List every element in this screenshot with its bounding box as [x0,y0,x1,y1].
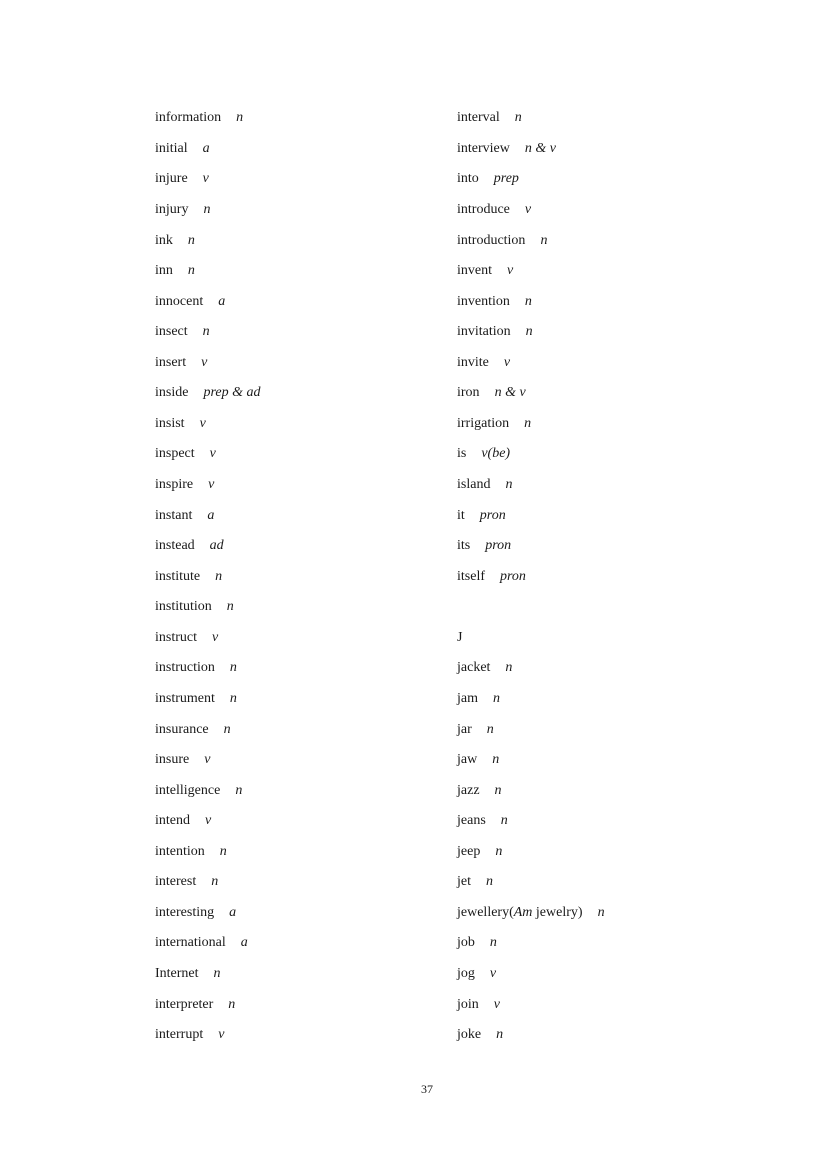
word-text: inside [155,385,189,401]
word-text: interpreter [155,996,214,1012]
word-text: jacket [457,660,491,676]
pos-label: v [507,263,514,279]
word-entry-row [457,653,605,684]
word-text: inn [155,263,173,279]
word-text: interview [457,140,510,156]
pos-label: v(be) [481,446,511,462]
word-entry-row [155,837,261,868]
word-text: insert [155,354,187,370]
word-entry-row [457,348,605,379]
pos-label: n [505,660,513,676]
word-entry-row [155,745,261,776]
pos-label: v [205,813,212,829]
word-text: is [457,446,467,462]
word-entry-row [155,898,261,929]
pos-label: n [203,201,211,217]
pos-label: v [201,354,208,370]
word-list-column-left [155,103,261,1050]
pos-label: n [540,232,548,248]
word-text: jazz [457,782,480,798]
word-text: irrigation [457,415,510,431]
pos-label: n [215,568,223,584]
word-text: instant [155,507,193,523]
pos-label: n [202,324,210,340]
word-text: injure [155,171,188,187]
word-entry-row [155,684,261,715]
word-text: ink [155,232,173,248]
pos-label: v [218,1027,225,1043]
word-entry-row [155,775,261,806]
word-list-column-right [457,103,605,1050]
pos-label: v [524,201,532,217]
word-entry-row [457,745,605,776]
word-text: intelligence [155,782,221,798]
word-text: jeep [457,843,481,859]
pos-label: n [229,690,237,706]
word-text: iron [457,385,480,401]
pos-label: n [213,966,221,982]
pos-label: a [229,904,237,920]
word-text: injury [155,201,189,217]
pos-label: a [218,293,226,309]
word-entry-row [155,103,261,134]
pos-label: n [219,843,227,859]
word-text: jeans [457,813,486,829]
pos-label: n [495,843,503,859]
word-entry-row [155,348,261,379]
pos-label: prep & ad [203,385,261,401]
word-text: instead [155,538,195,554]
word-text-segment: jewellery( [457,904,514,920]
word-entry-row [457,837,605,868]
word-entry-row [155,561,261,592]
word-entry-row [457,286,605,317]
word-entry-row [155,164,261,195]
word-entry-row [155,531,261,562]
word-entry-row [457,714,605,745]
pos-label: n [235,782,243,798]
pos-label: v [489,966,497,982]
pos-label: v [199,415,206,431]
pos-label: n [211,874,219,890]
pos-label: n [187,263,195,279]
word-entry-row [457,500,605,531]
pos-label: pron [500,568,526,584]
word-entry-row [457,134,605,165]
word-text: it [457,507,465,523]
word-entry-row [155,623,261,654]
word-text: introduction [457,232,526,248]
pos-label: n [597,904,605,920]
word-entry-row [457,561,605,592]
pos-label: n [493,690,500,706]
pos-label: pron [479,507,506,523]
word-text-segment: jewelry) [532,904,583,920]
word-entry-row [457,195,605,226]
word-text: initial [155,140,188,156]
word-entry-row [457,409,605,440]
word-text: instrument [155,690,215,706]
word-entry-row [155,195,261,226]
word-entry-row [457,164,605,195]
pos-label: pron [485,538,512,554]
word-entry-row [155,989,261,1020]
word-text: join [457,996,479,1012]
pos-label: v [493,996,500,1012]
pos-label: v [208,477,215,493]
word-text: information [155,110,222,126]
section-heading-row [457,623,605,654]
pos-label: n [494,782,502,798]
word-text: intend [155,813,190,829]
word-text-segment: Am [513,904,533,920]
pos-label: v [204,752,211,768]
word-entry-row [155,806,261,837]
word-text: insect [155,324,188,340]
word-entry-row [457,531,605,562]
word-entry-row [155,409,261,440]
pos-label: n [489,935,497,951]
pos-label: prep [493,171,519,187]
word-entry-row [155,225,261,256]
word-text: jog [457,966,475,982]
word-text: invitation [457,324,511,340]
word-entry-row [155,439,261,470]
word-entry-row [155,134,261,165]
word-entry-row [457,470,605,501]
pos-label: ad [209,538,224,554]
word-text: itself [457,568,485,584]
word-text: jet [457,874,471,890]
word-text: instruct [155,629,197,645]
word-entry-row [457,256,605,287]
word-text: international [155,935,226,951]
word-text: interval [457,110,500,126]
pos-label: n & v [494,385,526,401]
word-text: institute [155,568,201,584]
word-entry-row [457,989,605,1020]
pos-label: n [496,1027,504,1043]
pos-label: n [229,660,237,676]
word-text: insure [155,752,190,768]
section-letter: J [457,629,463,645]
word-entry-row [457,867,605,898]
word-text: insurance [155,721,209,737]
word-entry-row [155,256,261,287]
word-text: invite [457,354,489,370]
word-entry-row [155,470,261,501]
word-text: inspire [155,477,194,493]
word-text: intention [155,843,205,859]
word-entry-row [457,928,605,959]
word-entry-row [457,775,605,806]
word-text: jam [457,690,478,706]
pos-label: n [228,996,236,1012]
word-text: interesting [155,904,215,920]
word-text: island [457,477,491,493]
word-text: jaw [457,752,478,768]
word-text: invention [457,293,510,309]
spacer-row [457,592,605,623]
word-entry-row [155,317,261,348]
word-text: inspect [155,446,195,462]
word-entry-row [457,439,605,470]
pos-label: n [226,599,234,615]
word-entry-row [457,684,605,715]
pos-label: n [223,721,231,737]
word-entry-row [155,592,261,623]
pos-label: n [187,232,195,248]
word-entry-row [457,317,605,348]
word-text: innocent [155,293,204,309]
pos-label: n [505,477,513,493]
word-entry-row [155,1020,261,1051]
pos-label: v [503,354,511,370]
word-text: institution [155,599,212,615]
word-entry-row [457,1020,605,1051]
pos-label: a [240,935,248,951]
word-text: Internet [155,966,199,982]
page-number: 37 [421,1082,433,1096]
word-entry-row [155,928,261,959]
word-text: introduce [457,201,510,217]
word-entry-row [155,867,261,898]
pos-label: v [202,171,209,187]
word-entry-row [457,225,605,256]
word-entry-row [155,286,261,317]
word-text: invent [457,263,492,279]
word-text: interest [155,874,197,890]
word-entry-row [155,653,261,684]
pos-label: n & v [524,140,556,156]
word-entry-row [457,959,605,990]
word-text: jar [457,721,472,737]
word-text: interrupt [155,1027,204,1043]
pos-label: n [500,813,508,829]
pos-label: n [486,721,494,737]
word-text: instruction [155,660,215,676]
pos-label: n [514,110,522,126]
pos-label: n [486,874,493,890]
pos-label: n [236,110,244,126]
word-entry-row [155,714,261,745]
word-entry-row [457,103,605,134]
word-text: into [457,171,479,187]
pos-label: a [202,140,210,156]
pos-label: v [209,446,216,462]
pos-label: a [207,507,215,523]
word-entry-row [155,959,261,990]
word-entry-row [155,378,261,409]
word-entry-row [155,500,261,531]
pos-label: v [212,629,219,645]
word-entry-row [457,898,605,929]
pos-label: n [525,324,533,340]
word-entry-row [457,806,605,837]
pos-label: n [492,752,500,768]
word-text [457,905,583,921]
word-entry-row [457,378,605,409]
word-text: its [457,538,471,554]
pos-label: n [524,415,532,431]
pos-label: n [524,293,532,309]
word-text: joke [457,1027,482,1043]
word-text: job [457,935,475,951]
word-text: insist [155,415,185,431]
